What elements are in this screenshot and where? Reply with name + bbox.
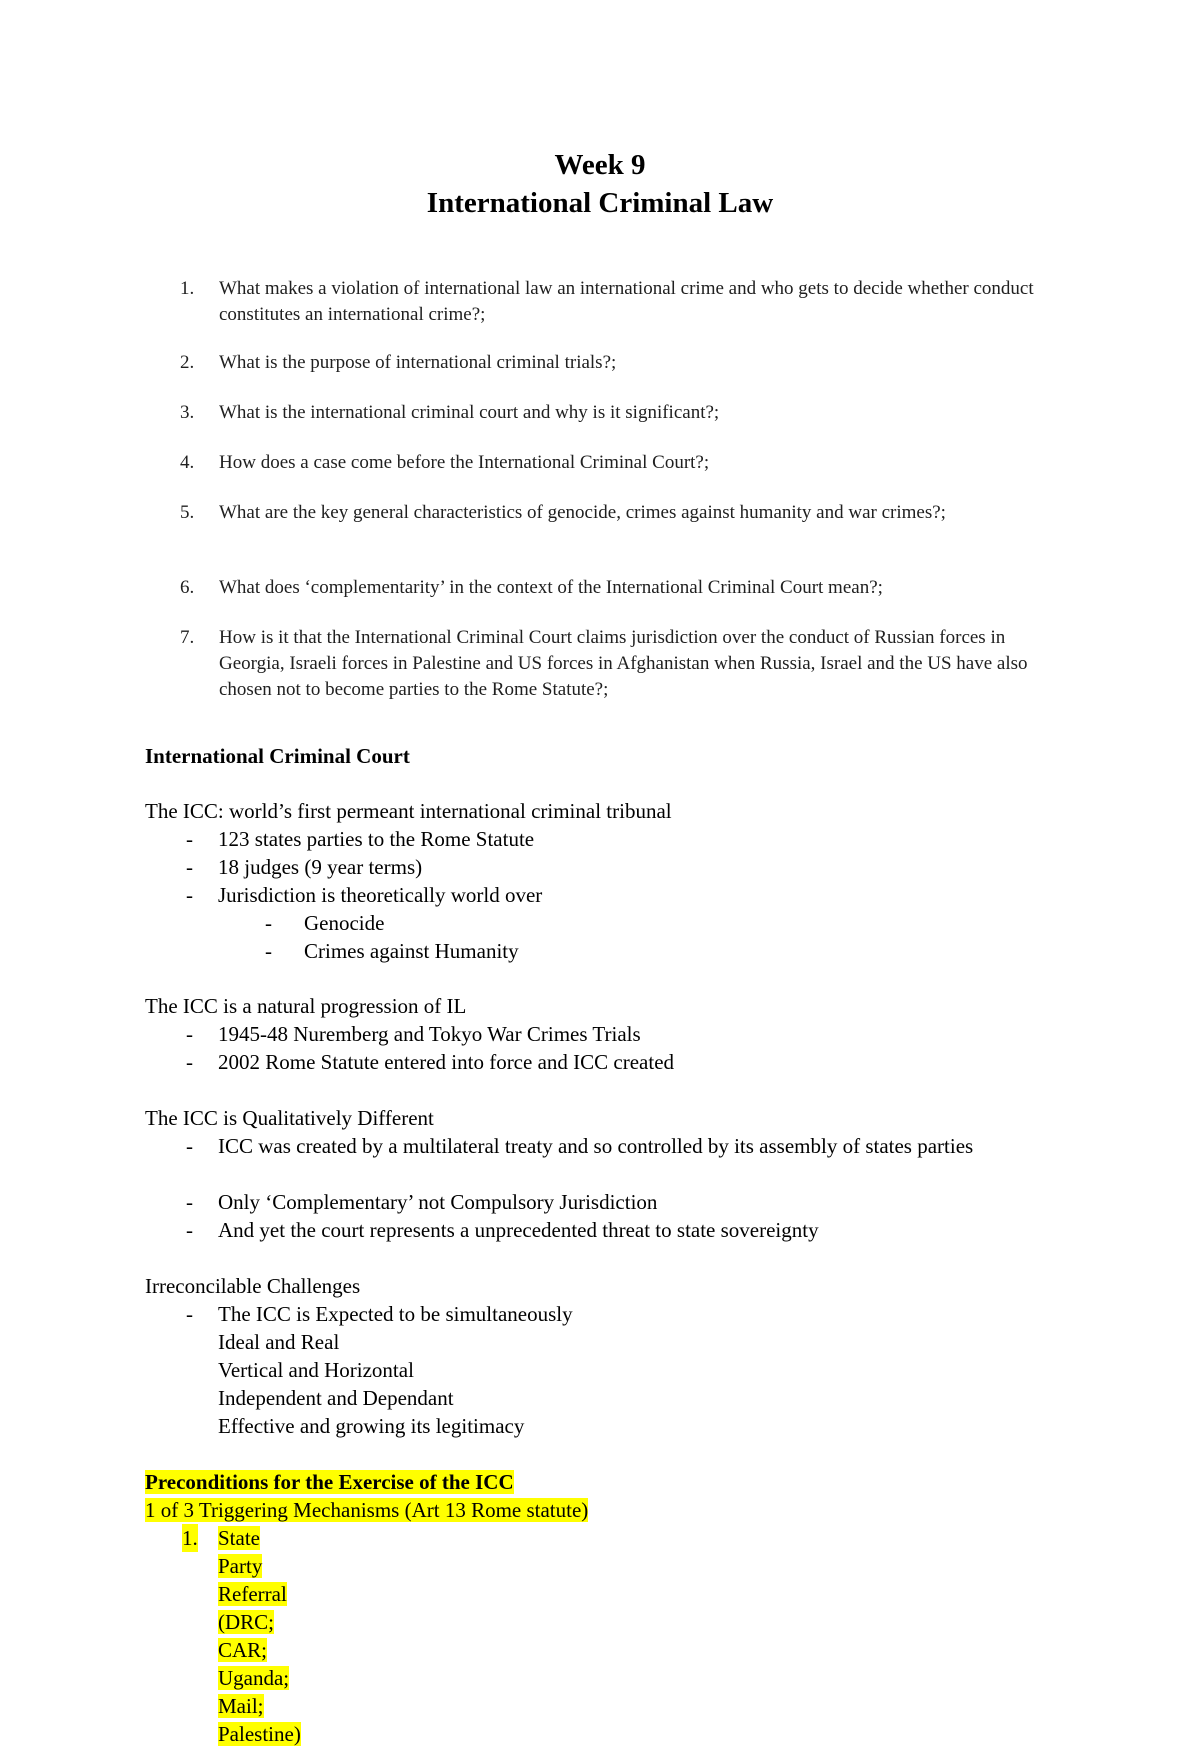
question-text: How is it that the International Criminal Court claims jurisdiction over the conduct of Russian forces in Georgia, Israeli forces in Palestine and US forces in Afghanistan when Russia, Israel and the US have also chosen not to become parties to the Rome Statute?;: [219, 627, 1028, 700]
section5-subheading: [145, 1496, 588, 1524]
question-text: What is the international criminal court and why is it significant?;: [219, 402, 720, 423]
question-text: How does a case come before the International Criminal Court?;: [219, 452, 710, 473]
section1-intro: The ICC: world’s first permeant international criminal tribunal: [145, 799, 672, 823]
bullet-dash: -: [186, 1022, 193, 1046]
question-text: What makes a violation of international law an international crime and who gets to decide whether conduct constitutes an international crime?;: [219, 278, 1034, 325]
bullet-text: 123 states parties to the Rome Statute: [218, 827, 535, 851]
section-heading-preconditions: [145, 1468, 514, 1496]
bullet-text: Genocide: [304, 911, 385, 935]
bullet-text: Ideal and Real: [218, 1330, 340, 1354]
bullet-text: Independent and Dependant: [218, 1386, 454, 1410]
section-heading-icc: International Criminal Court: [145, 744, 410, 768]
bullet-dash: -: [186, 1218, 193, 1242]
section2-intro: The ICC is a natural progression of IL: [145, 994, 467, 1018]
bullet-text: Effective and growing its legitimacy: [218, 1414, 525, 1438]
bullet-text: 2002 Rome Statute entered into force and ICC created: [218, 1050, 675, 1074]
bullet-text: Only ‘Complementary’ not Compulsory Jurisdiction: [218, 1190, 658, 1214]
section3-intro: The ICC is Qualitatively Different: [145, 1106, 434, 1130]
bullet-dash: -: [186, 1190, 193, 1214]
bullet-dash: -: [186, 855, 193, 879]
bullet-text: 18 judges (9 year terms): [218, 855, 423, 879]
question-number: 6.: [180, 577, 195, 598]
question-number: 2.: [180, 352, 195, 373]
bullet-dash: -: [186, 1302, 193, 1326]
bullet-text: Jurisdiction is theoretically world over: [218, 883, 543, 907]
bullet-dash: -: [186, 1050, 193, 1074]
highlighted-heading: Preconditions for the Exercise of the ICC: [145, 1470, 514, 1494]
question-text: What are the key general characteristics of genocide, crimes against humanity and war crimes?;: [219, 502, 946, 523]
bullet-dash: -: [186, 827, 193, 851]
question-text: What is the purpose of international criminal trials?;: [219, 352, 617, 373]
bullet-dash: -: [186, 883, 193, 907]
question-number: 3.: [180, 402, 195, 423]
highlighted-subheading: 1 of 3 Triggering Mechanisms (Art 13 Rome statute): [145, 1498, 589, 1522]
question-number: 1.: [180, 278, 195, 299]
section4-intro: Irreconcilable Challenges: [145, 1274, 361, 1298]
highlighted-item-text: State Party Referral (DRC; CAR; Uganda; Mail; Palestine): [218, 1526, 301, 1746]
question-number: 4.: [180, 452, 195, 473]
bullet-text: Crimes against Humanity: [304, 939, 519, 963]
bullet-text: 1945-48 Nuremberg and Tokyo War Crimes Trials: [218, 1022, 641, 1046]
question-number: 5.: [180, 502, 195, 523]
title-course: International Criminal Law: [426, 187, 774, 219]
bullet-dash: -: [265, 939, 272, 963]
bullet-text: Vertical and Horizontal: [218, 1358, 414, 1382]
question-number: 7.: [180, 627, 195, 648]
title-week: Week 9: [554, 149, 646, 181]
bullet-text: And yet the court represents a unprecedented threat to state sovereignty: [218, 1218, 819, 1242]
bullet-dash: -: [186, 1134, 193, 1158]
bullet-text: ICC was created by a multilateral treaty and so controlled by its assembly of states parties: [218, 1134, 974, 1158]
item-number: 1.: [182, 1526, 198, 1550]
item-text: [218, 1524, 301, 1748]
bullet-text: The ICC is Expected to be simultaneously: [218, 1302, 573, 1326]
bullet-dash: -: [265, 911, 272, 935]
question-text: What does ‘complementarity’ in the context of the International Criminal Court mean?;: [219, 577, 883, 598]
